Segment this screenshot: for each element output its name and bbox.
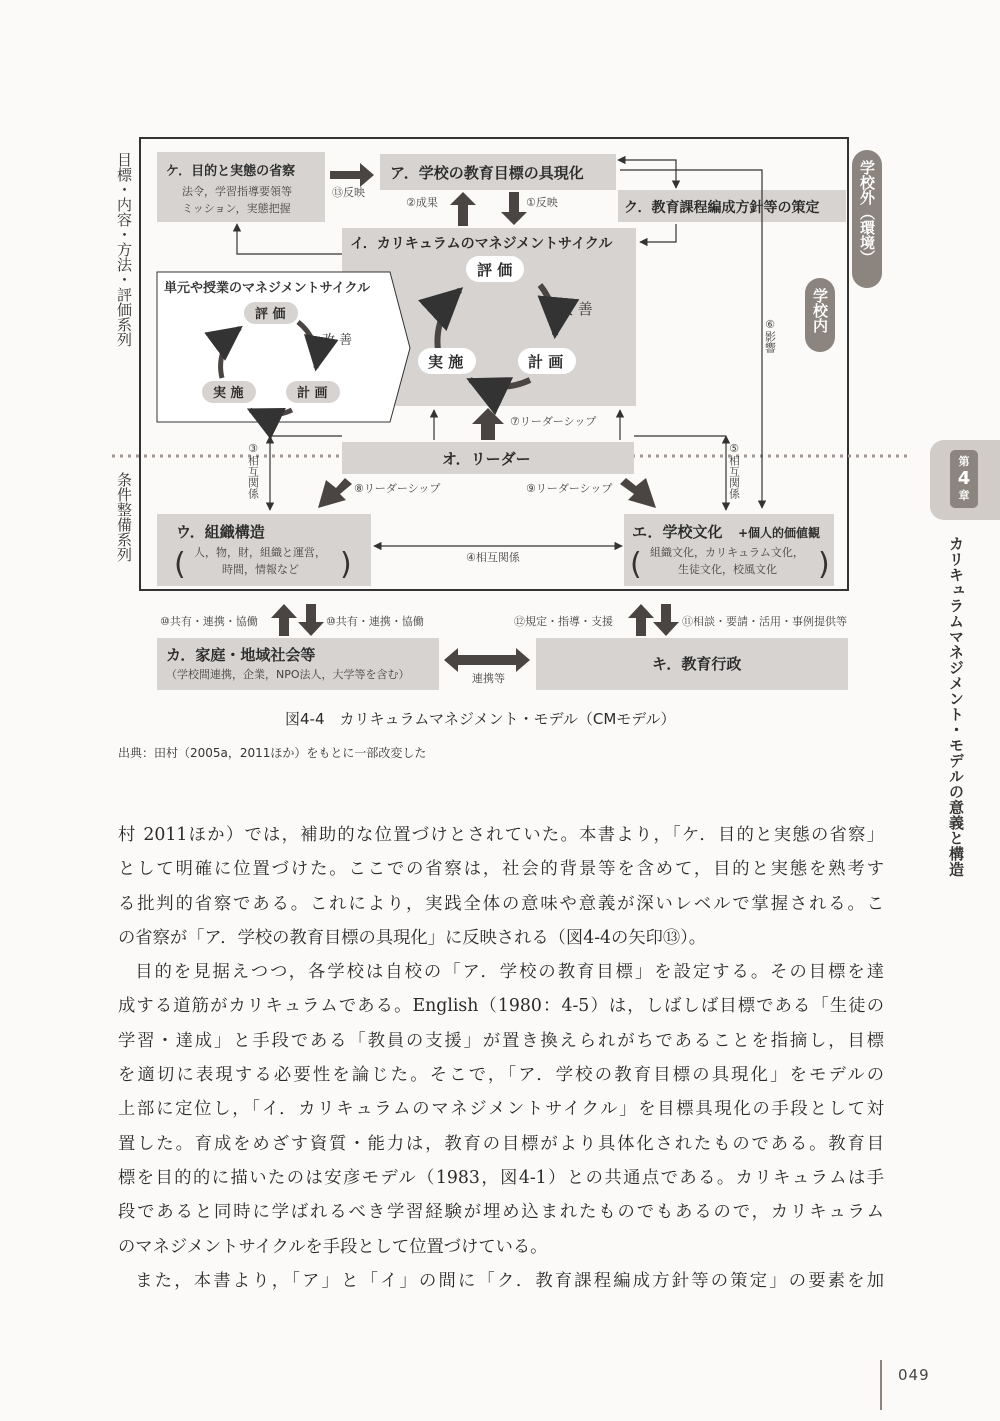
arrow-7: [472, 408, 504, 440]
unit-improve: 改 善: [322, 333, 353, 348]
arrow-10b-label: ⑩共有・連携・協働: [326, 615, 424, 628]
arrow-ke-i: [237, 224, 342, 254]
big-do: 実 施: [428, 353, 464, 371]
page-number-rule: [880, 1360, 882, 1410]
arrow-2: [450, 192, 476, 226]
box-e-sub2: 生徒文化，校風文化: [678, 563, 777, 576]
arrow-1: [501, 192, 527, 225]
body-line: 上部に定位し，「イ．カリキュラムのマネジメントサイクル」を目標具現化の手段として対: [118, 1099, 884, 1120]
body-line: る批判的省察である。これにより，実践全体の意味や意義が深いレベルで掌握される。こ: [118, 893, 884, 914]
box-e-title-small: +個人的価値観: [738, 526, 821, 540]
unit-eval: 評 価: [255, 307, 286, 322]
box-e-title: エ．学校文化: [632, 523, 723, 541]
body-line: のマネジメントサイクルを手段として位置づけている。: [118, 1236, 548, 1257]
box-u-sub1: 人，物，財，組織と運営，: [194, 546, 326, 559]
arrow-a-ku: [618, 160, 676, 188]
body-line: 置した。育成をめざす資質・能力は，教育の目標がより具体化されたものである。教育目: [118, 1133, 884, 1154]
figure-caption: 図4-4 カリキュラムマネジメント・モデル（CMモデル）: [285, 710, 676, 728]
outside-school-label: 学校外（環境）: [858, 160, 876, 265]
cm-model-figure: [0, 0, 1000, 700]
box-e-paren-open: (: [630, 547, 642, 582]
arrow-11: [653, 604, 679, 636]
chapter-suffix: 章: [958, 489, 970, 502]
arrow-11-label: ⑪相談・要請・活用・事例提供等: [682, 615, 847, 628]
box-ke-sub2: ミッション，実態把握: [182, 202, 291, 215]
arrow-10b: [298, 604, 324, 636]
box-ka-title: カ．家庭・地域社会等: [166, 646, 316, 664]
running-side-title: カリキュラムマネジメント・モデルの意義と構造: [947, 536, 965, 877]
box-e-sub1: 組織文化，カリキュラム文化，: [650, 546, 804, 559]
box-ke-sub1: 法令，学習指導要領等: [182, 185, 292, 198]
body-line: 村 2011ほか）では，補助的な位置づけとされていた。本書より，「ケ．目的と実態の省察」: [118, 825, 884, 845]
body-line: 標を目的的に描いたのは安彦モデル（1983，図4-1）との共通点である。カリキュラムは手: [118, 1167, 884, 1188]
box-u-sub2: 時間，情報など: [222, 563, 299, 576]
box-e-paren-close: ): [818, 547, 830, 582]
box-ki-title: キ．教育行政: [652, 655, 742, 673]
body-line: 目的を見据えつつ，各学校は自校の「ア．学校の教育目標」を設定する。その目標を達: [135, 962, 884, 983]
arrow-link: [444, 648, 530, 672]
chapter-prefix: 第: [958, 455, 970, 468]
chapter-tab: [930, 440, 1000, 520]
box-a-title: ア．学校の教育目標の具現化: [390, 164, 584, 182]
arrow-13: [330, 163, 374, 187]
arrow-13-label: ⑬反映: [332, 186, 365, 199]
unit-cycle-title: 単元や授業のマネジメントサイクル: [164, 281, 371, 296]
arrow-6-label: ⑥影響: [763, 318, 777, 353]
arrow-12: [628, 604, 654, 636]
arrow-2-label: ②成果: [406, 196, 438, 209]
figure-source: 出典：田村（2005a，2011ほか）をもとに一部改変した: [118, 746, 427, 760]
axis-label-conditions: 条件整備系列: [115, 472, 133, 562]
chapter-badge: [950, 450, 978, 508]
page-number: 049: [898, 1366, 930, 1384]
arrow-5-label: ⑤相互関係: [727, 442, 741, 499]
unit-plan: 計 画: [297, 386, 328, 401]
body-line: 段であると同時に学ばれるべき学習経験が埋め込まれたものでもあるので，カリキュラム: [118, 1202, 884, 1223]
body-line: 学習・達成」と手段である「教員の支援」が置き換えられがちであることを指摘し，目標: [118, 1030, 884, 1051]
arrow-9-label: ⑨リーダーシップ: [526, 482, 613, 495]
big-plan: 計 画: [528, 353, 564, 371]
body-line: また，本書より，「ア」と「イ」の間に「ク．教育課程編成方針等の策定」の要素を加: [135, 1270, 884, 1291]
big-eval: 評 価: [477, 261, 513, 279]
arrow-10a-label: ⑩共有・連携・協働: [160, 615, 258, 628]
body-text: [118, 818, 884, 1298]
arrow-3-label: ③相互関係: [246, 442, 260, 499]
body-line: として明確に位置づけた。ここでの省察は，社会的背景等を含めて，目的と実態を熟考す: [118, 859, 884, 880]
arrow-7-label: ⑦リーダーシップ: [510, 415, 597, 428]
arrow-link-label: 連携等: [472, 672, 505, 685]
box-u-paren-close: ): [340, 547, 352, 582]
box-u-title: ウ．組織構造: [176, 523, 265, 541]
chapter-number: 4: [957, 468, 971, 489]
box-ke-title: ケ．目的と実態の省察: [166, 164, 296, 179]
big-improve: 改 善: [558, 300, 593, 318]
body-line: 成する道筋がカリキュラムである。English（1980：4-5）は，しばしば目標である「生徒の: [118, 996, 884, 1017]
box-o-title: オ．リーダー: [442, 450, 531, 468]
arrow-4-label: ④相互関係: [466, 551, 520, 564]
inside-school-label: 学校内: [811, 288, 829, 333]
box-i-title: イ．カリキュラムのマネジメントサイクル: [350, 236, 613, 252]
body-line: を適切に表現する必要性を論じた。そこで，「ア．学校の教育目標の具現化」をモデルの: [118, 1065, 884, 1086]
arrow-10a: [271, 604, 297, 636]
arrow-1-label: ①反映: [526, 196, 558, 209]
unit-do: 実 施: [213, 386, 244, 401]
box-ku-title: ク．教育課程編成方針等の策定: [624, 200, 820, 216]
arrow-9: [620, 478, 656, 508]
axis-label-goals: 目標・内容・方法・評価系列: [115, 152, 133, 347]
arrow-12-label: ⑫規定・指導・支援: [514, 615, 613, 628]
body-line: の省察が「ア．学校の教育目標の具現化」に反映される（図4-4の矢印⑬）。: [118, 927, 707, 948]
box-ka-sub: （学校間連携，企業，NPO法人，大学等を含む）: [166, 668, 410, 681]
box-u-paren-open: (: [174, 547, 186, 582]
arrow-ku-i: [640, 224, 676, 242]
arrow-8: [318, 478, 352, 508]
arrow-8-label: ⑧リーダーシップ: [354, 482, 441, 495]
